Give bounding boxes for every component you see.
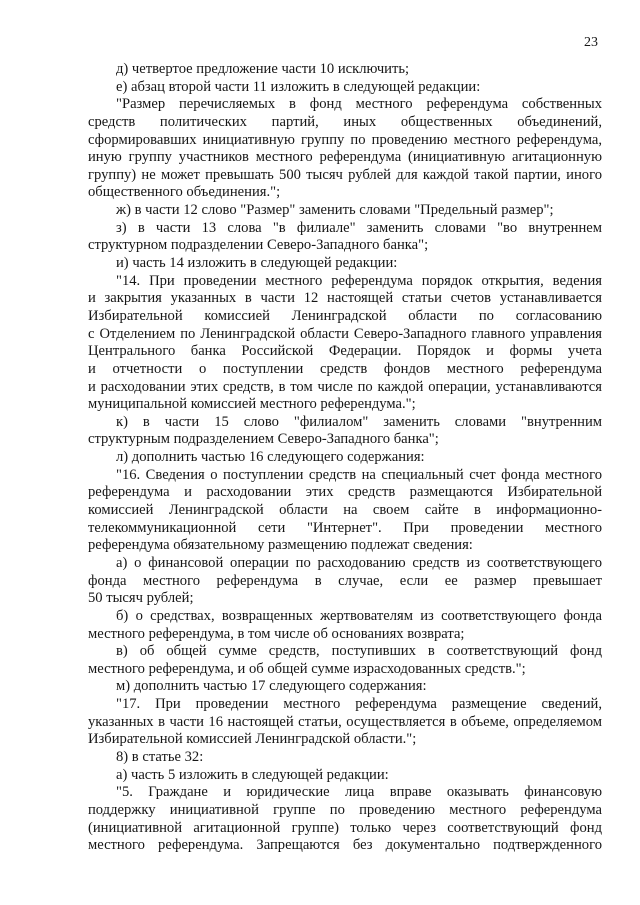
text-line: и расходовании этих средств, в том числе по каждой операции, устанавливаются	[88, 378, 602, 395]
text-line: структурным подразделением Северо-Западного банка";	[88, 431, 439, 448]
text-line: "Размер перечисляемых в фонд местного референдума собственных	[116, 96, 602, 113]
text-line: общественного объединения.";	[88, 184, 281, 201]
text-line: референдума обязательному размещению подлежат сведения:	[88, 537, 473, 554]
text-line: местного референдума. Запрещаются без документально подтвержденного	[88, 837, 602, 854]
text-line: комиссией Ленинградской области на своем сайте в информационно-	[88, 502, 602, 519]
text-line: а) о финансовой операции по расходованию средств из соответствующего	[116, 554, 602, 571]
text-line: з) в части 13 слова "в филиале" заменить словами "во внутреннем	[116, 219, 602, 236]
document-body	[88, 61, 602, 855]
text-line: структурном подразделении Северо-Западного банка";	[88, 237, 429, 254]
text-line: ж) в части 12 слово "Размер" заменить словами "Предельный размер";	[116, 202, 554, 219]
text-line: 8) в статье 32:	[116, 748, 204, 765]
text-line: (инициативной агитационной группе) только через соответствующий фонд	[88, 819, 602, 836]
text-line: поддержку инициативной группе по проведению местного референдума	[88, 801, 602, 818]
text-line: е) абзац второй части 11 изложить в следующей редакции:	[116, 78, 481, 95]
text-line: 50 тысяч рублей;	[88, 590, 194, 607]
page-number: 23	[584, 35, 598, 50]
text-line: "16. Сведения о поступлении средств на специальный счет фонда местного	[116, 466, 602, 483]
text-line: указанных в части 16 настоящей статьи, осуществляется в объеме, определяемом	[88, 713, 602, 730]
text-line: и закрытия указанных в части 12 настоящей статьи счетов устанавливается	[88, 290, 602, 307]
text-line: "5. Граждане и юридические лица вправе оказывать финансовую	[116, 784, 602, 801]
text-line: и отчетности о поступлении средств фондов местного референдума	[88, 360, 602, 377]
text-line: референдума и расходовании этих средств размещаются Избирательной	[88, 484, 602, 501]
text-line: в) об общей сумме средств, поступивших в соответствующий фонд	[116, 643, 602, 660]
text-line: муниципальной комиссией местного референдума.";	[88, 396, 416, 413]
text-line: с Отделением по Ленинградской области Северо-Западного главного управления	[88, 325, 602, 342]
text-line: Избирательной комиссией Ленинградской области.";	[88, 731, 417, 748]
text-line: местного референдума, в том числе об основаниях возврата;	[88, 625, 465, 642]
text-line: л) дополнить частью 16 следующего содержания:	[116, 449, 425, 466]
text-line: местного референдума, и об общей сумме израсходованных средств.";	[88, 660, 526, 677]
text-line: средств политических партий, иных общественных объединений,	[88, 113, 602, 130]
text-line: сформировавших инициативную группу по проведению местного референдума,	[88, 131, 602, 148]
text-line: и) часть 14 изложить в следующей редакции:	[116, 255, 398, 272]
text-line: б) о средствах, возвращенных жертвователям из соответствующего фонда	[116, 607, 602, 624]
text-line: "14. При проведении местного референдума порядок открытия, ведения	[116, 272, 602, 289]
text-line: "17. При проведении местного референдума размещение сведений,	[116, 696, 602, 713]
text-line: Центрального банка Российской Федерации. Порядок и формы учета	[88, 343, 602, 360]
text-line: а) часть 5 изложить в следующей редакции:	[116, 766, 389, 783]
text-line: д) четвертое предложение части 10 исключить;	[116, 61, 410, 77]
text-line: фонда местного референдума в случае, если ее размер превышает	[88, 572, 602, 589]
text-line: иную группу участников местного референдума (инициативную агитационную	[88, 149, 602, 166]
text-line: группу) не может превышать 500 тысяч рублей для каждой такой партии, иного	[88, 166, 602, 183]
text-line: м) дополнить частью 17 следующего содержания:	[116, 678, 427, 695]
text-line: Избирательной комиссией Ленинградской области по согласованию	[88, 307, 602, 324]
text-line: телекоммуникационной сети "Интернет". При проведении местного	[88, 519, 602, 536]
text-line: к) в части 15 слово "филиалом" заменить словами "внутренним	[116, 413, 602, 430]
